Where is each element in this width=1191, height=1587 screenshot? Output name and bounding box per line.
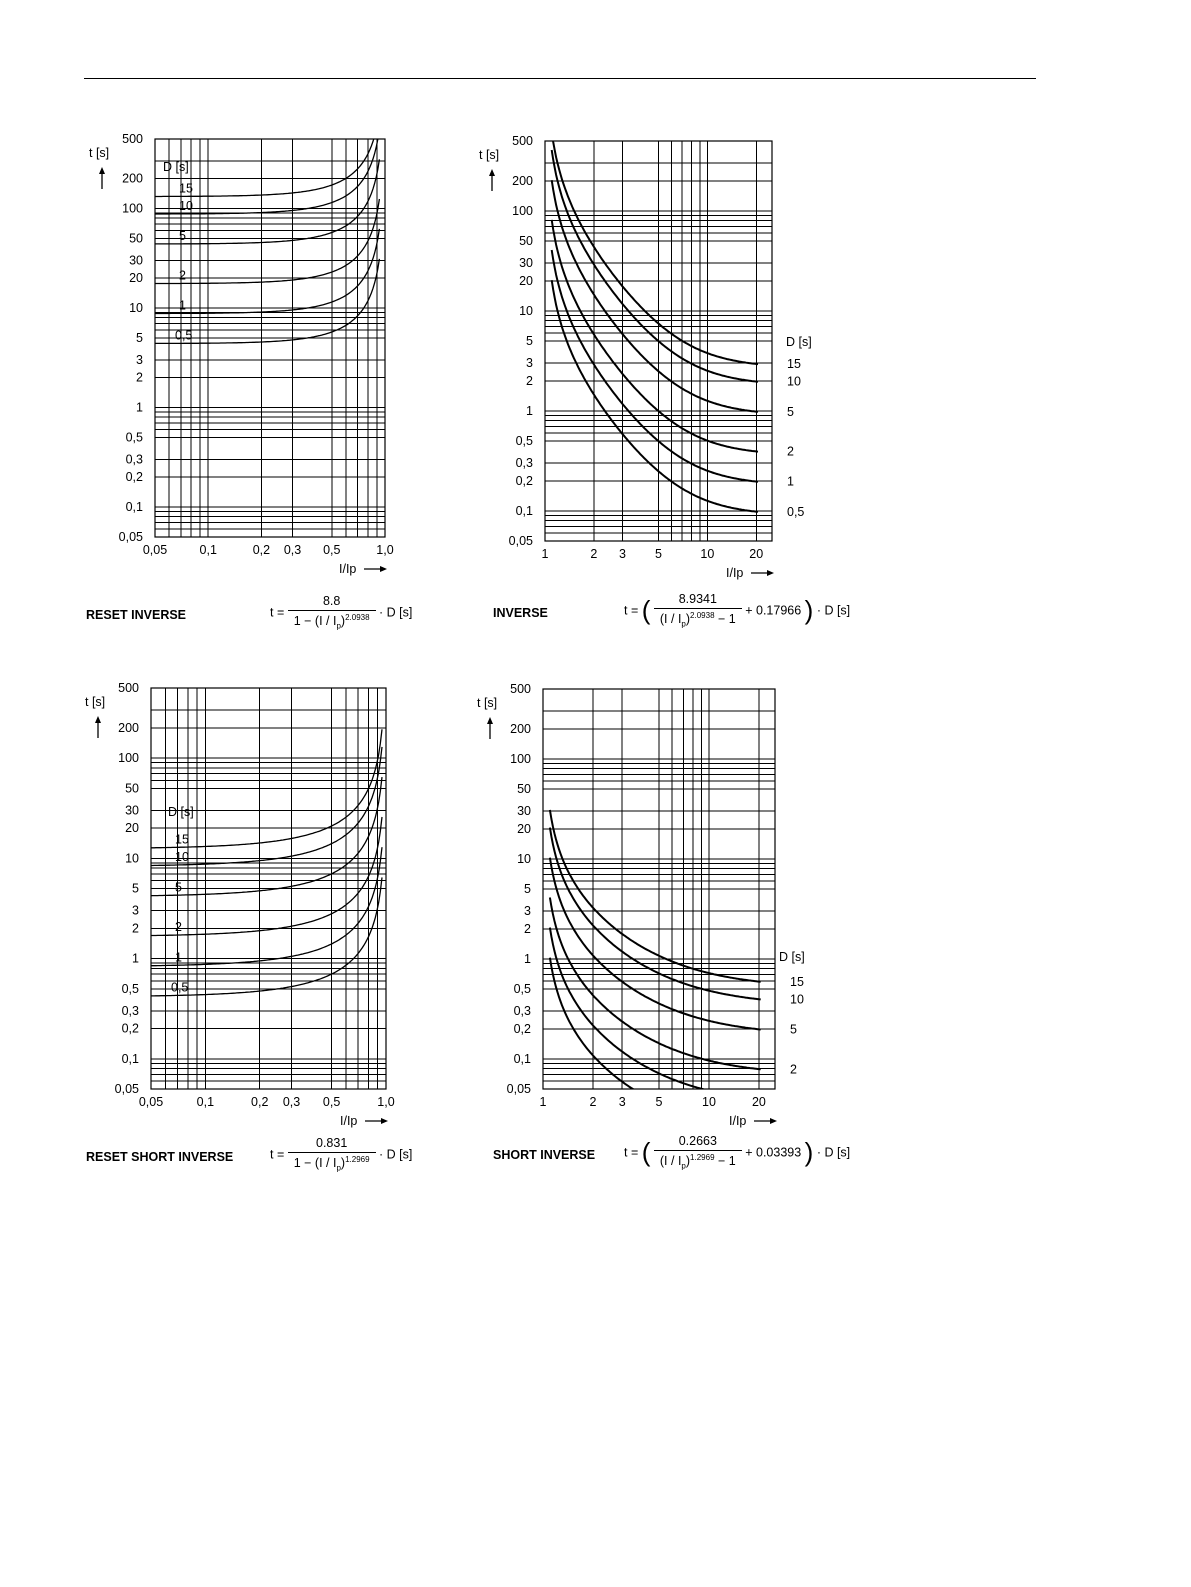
formula-short-inverse xyxy=(624,1134,850,1171)
y-tick-label: 30 xyxy=(125,803,139,818)
chart-title-reset-short-inverse: RESET SHORT INVERSE xyxy=(86,1150,234,1164)
y-tick-label: 0,1 xyxy=(515,503,533,518)
x-tick-label: 2 xyxy=(589,1095,597,1109)
x-tick-label: 3 xyxy=(618,547,626,561)
y-axis-arrow-head xyxy=(489,169,495,176)
formula-suffix: · D [s] xyxy=(816,603,851,618)
y-tick-label: 200 xyxy=(512,173,533,188)
y-tick-label: 0,5 xyxy=(125,430,143,445)
legend-title: D [s] xyxy=(168,805,194,819)
formula-reset-inverse xyxy=(270,594,412,631)
formula-numerator: 8.8 xyxy=(288,594,376,611)
curve-label-d-5: 5 xyxy=(179,228,186,243)
formula-den-close: ) xyxy=(685,612,691,627)
curve-label-d-10: 10 xyxy=(787,374,801,389)
y-axis-arrow-head xyxy=(99,167,105,174)
x-tick-label: 5 xyxy=(655,547,662,561)
y-tick-label: 30 xyxy=(519,256,533,271)
chart-3 xyxy=(477,682,805,1130)
formula-numerator: 0.831 xyxy=(288,1136,376,1153)
y-tick-label: 50 xyxy=(519,234,533,248)
y-tick-label: 0,5 xyxy=(513,982,531,996)
y-tick-label: 20 xyxy=(519,273,533,288)
curve-label-d-1: 1 xyxy=(787,474,794,489)
formula-prefix: t = xyxy=(624,603,639,618)
formula-den-main: 1 − (I / I xyxy=(293,1156,337,1171)
curve-label-d-0-5: 0,5 xyxy=(175,328,193,343)
y-tick-label: 30 xyxy=(517,804,531,819)
x-axis-arrow-head xyxy=(767,570,774,576)
x-tick-label: 0,05 xyxy=(142,543,168,557)
y-tick-label: 100 xyxy=(118,751,139,766)
curve-label-d-5: 5 xyxy=(175,880,182,895)
formula-prefix: t = xyxy=(624,1145,639,1160)
y-tick-label: 3 xyxy=(132,903,139,918)
formula-den-main: 1 − (I / I xyxy=(293,614,337,629)
curve-label-d-2: 2 xyxy=(790,1062,797,1077)
formula-denominator xyxy=(654,609,742,629)
legend-title: D [s] xyxy=(163,160,189,174)
formula-den-close: ) xyxy=(685,1154,691,1169)
y-tick-label: 50 xyxy=(517,782,531,796)
chart-grid xyxy=(151,688,386,1089)
y-tick-label: 10 xyxy=(517,851,531,866)
x-tick-label: 2 xyxy=(590,547,598,561)
y-tick-label: 20 xyxy=(129,271,143,286)
y-tick-label: 1 xyxy=(136,400,143,415)
y-tick-label: 0,3 xyxy=(125,452,143,467)
y-tick-label: 50 xyxy=(129,231,143,246)
formula-suffix: · D [s] xyxy=(816,1145,851,1160)
x-axis-label: I/Ip xyxy=(729,1114,747,1128)
chart-title-short-inverse: SHORT INVERSE xyxy=(493,1148,596,1162)
formula-denominator xyxy=(288,1153,376,1173)
formula-den-tail: − 1 xyxy=(718,612,736,627)
chart-1 xyxy=(479,132,812,580)
curve-d-2 xyxy=(552,220,758,452)
y-tick-label: 5 xyxy=(524,882,531,896)
y-axis-label: t [s] xyxy=(477,696,498,710)
curve-label-d-2: 2 xyxy=(787,444,794,459)
y-tick-label: 0,2 xyxy=(125,470,143,485)
y-axis-arrow-head xyxy=(95,716,101,723)
chart-title-reset-inverse: RESET INVERSE xyxy=(86,608,187,622)
x-tick-label: 20 xyxy=(749,547,764,561)
formula-constant: + 0.03393 xyxy=(745,1145,802,1160)
x-tick-label: 10 xyxy=(702,1095,716,1109)
formula-open-paren: ( xyxy=(641,1136,651,1167)
formula-fraction xyxy=(288,594,376,631)
y-tick-label: 30 xyxy=(129,253,143,268)
curve-d-2 xyxy=(550,898,761,1070)
x-axis-label: I/Ip xyxy=(339,562,357,576)
formula-exponent: 1.2969 xyxy=(345,1155,370,1164)
curve-label-d-2: 2 xyxy=(175,920,182,935)
y-tick-label: 3 xyxy=(524,904,531,919)
y-tick-label: 0,3 xyxy=(121,1003,139,1018)
y-tick-label: 0,2 xyxy=(121,1021,139,1036)
y-tick-label: 0,3 xyxy=(513,1004,531,1019)
x-tick-label: 0,2 xyxy=(251,1095,269,1109)
formula-close-paren: ) xyxy=(804,594,814,625)
formula-den-sub: p xyxy=(336,1163,341,1173)
formula-fraction xyxy=(288,1136,376,1173)
x-tick-label: 0,1 xyxy=(196,1095,215,1109)
formula-reset-short-inverse xyxy=(270,1136,412,1173)
y-tick-label: 50 xyxy=(125,781,139,796)
curve-label-d-5: 5 xyxy=(790,1022,797,1037)
y-tick-label: 2 xyxy=(136,370,143,385)
y-tick-label: 0,05 xyxy=(118,530,143,544)
x-tick-label: 0,3 xyxy=(283,543,302,557)
y-tick-label: 500 xyxy=(118,681,139,695)
formula-denominator xyxy=(654,1151,742,1171)
formula-exponent: 2.0938 xyxy=(345,613,370,622)
curve-label-d-10: 10 xyxy=(175,850,189,865)
x-tick-label: 0,5 xyxy=(323,543,341,557)
x-tick-label: 20 xyxy=(751,1095,766,1109)
chart-0 xyxy=(89,112,394,576)
formula-inverse xyxy=(624,592,850,629)
y-tick-label: 0,1 xyxy=(125,500,143,515)
formula-den-tail: − 1 xyxy=(718,1154,736,1169)
x-tick-label: 1,0 xyxy=(376,543,394,557)
formula-den-sub: p xyxy=(681,619,686,629)
curve-label-d-0-5: 0,5 xyxy=(787,504,805,519)
y-tick-label: 500 xyxy=(512,134,533,148)
x-tick-label: 1 xyxy=(539,1095,547,1109)
curve-label-d-5: 5 xyxy=(787,404,794,419)
x-axis-arrow-head xyxy=(770,1118,777,1124)
y-tick-label: 0,3 xyxy=(515,456,533,471)
y-axis-arrow-head xyxy=(487,717,493,724)
formula-den-sub: p xyxy=(336,621,341,631)
y-tick-label: 5 xyxy=(526,334,533,348)
y-tick-label: 0,05 xyxy=(506,1082,531,1096)
chart-2 xyxy=(85,681,395,1128)
formula-den-close: ) xyxy=(340,1156,346,1171)
x-axis-arrow-head xyxy=(380,566,387,572)
formula-fraction xyxy=(654,1134,742,1171)
formula-fraction xyxy=(654,592,742,629)
y-tick-label: 200 xyxy=(122,171,143,186)
x-tick-label: 0,2 xyxy=(252,543,271,557)
curve-d-5 xyxy=(550,858,761,1030)
formula-exponent: 2.0938 xyxy=(690,611,715,620)
x-tick-label: 1 xyxy=(541,547,549,561)
formula-den-main: (I / I xyxy=(659,612,682,627)
y-tick-label: 5 xyxy=(132,881,139,896)
y-tick-label: 0,2 xyxy=(513,1021,531,1036)
x-tick-label: 0,5 xyxy=(322,1095,341,1109)
y-tick-label: 10 xyxy=(519,303,533,318)
formula-open-paren: ( xyxy=(641,594,651,625)
y-axis-label: t [s] xyxy=(479,148,500,162)
curves xyxy=(552,132,758,511)
y-tick-label: 5 xyxy=(136,331,143,345)
y-tick-label: 10 xyxy=(129,301,143,316)
y-tick-label: 200 xyxy=(510,721,531,736)
y-tick-label: 0,5 xyxy=(515,434,533,448)
formula-numerator: 8.9341 xyxy=(654,592,742,609)
y-tick-label: 2 xyxy=(524,921,531,936)
x-tick-label: 1,0 xyxy=(377,1095,395,1109)
x-tick-label: 0,3 xyxy=(282,1095,301,1109)
curve-label-d-2: 2 xyxy=(179,268,186,283)
x-tick-label: 3 xyxy=(618,1095,626,1109)
formula-denominator xyxy=(288,611,376,631)
x-tick-label: 10 xyxy=(700,547,715,561)
formula-exponent: 1.2969 xyxy=(690,1153,715,1162)
curve-d-10 xyxy=(550,828,761,1000)
x-axis-label: I/Ip xyxy=(726,566,744,580)
y-tick-label: 0,2 xyxy=(515,473,533,488)
y-tick-label: 100 xyxy=(122,201,143,216)
y-tick-label: 0,05 xyxy=(508,534,533,548)
formula-numerator: 0.2663 xyxy=(654,1134,742,1151)
y-tick-label: 100 xyxy=(510,751,531,766)
curve-label-d-0-5: 0,5 xyxy=(171,980,189,995)
legend-title: D [s] xyxy=(779,950,805,964)
y-tick-label: 1 xyxy=(526,403,533,418)
y-tick-label: 1 xyxy=(132,951,139,966)
y-tick-label: 200 xyxy=(118,720,139,735)
formula-constant: + 0.17966 xyxy=(745,603,802,618)
y-tick-label: 20 xyxy=(125,821,139,836)
formula-den-main: (I / I xyxy=(659,1154,682,1169)
x-axis-label: I/Ip xyxy=(340,1114,358,1128)
curve-label-d-10: 10 xyxy=(179,198,193,213)
curve-label-d-15: 15 xyxy=(179,181,193,196)
y-tick-label: 2 xyxy=(132,921,139,936)
legend-title: D [s] xyxy=(786,335,812,349)
y-axis-label: t [s] xyxy=(89,146,110,160)
formula-prefix: t = xyxy=(270,1147,285,1162)
y-tick-label: 1 xyxy=(524,951,531,966)
y-tick-label: 0,5 xyxy=(121,981,139,996)
curve-label-d-15: 15 xyxy=(175,832,189,847)
formula-suffix: · D [s] xyxy=(379,605,413,620)
curve-label-d-15: 15 xyxy=(790,974,804,989)
y-axis-label: t [s] xyxy=(85,695,106,709)
x-tick-label: 0,05 xyxy=(138,1095,164,1109)
y-tick-label: 500 xyxy=(122,132,143,146)
x-tick-label: 5 xyxy=(655,1095,663,1109)
curve-d-15 xyxy=(550,810,761,982)
formula-den-sub: p xyxy=(681,1161,686,1171)
y-tick-label: 0,1 xyxy=(513,1051,531,1066)
x-axis-arrow-head xyxy=(381,1118,388,1124)
formula-suffix: · D [s] xyxy=(379,1147,413,1162)
curve-d-15 xyxy=(552,132,758,364)
y-tick-label: 500 xyxy=(510,682,531,696)
formula-close-paren: ) xyxy=(804,1136,814,1167)
y-tick-label: 10 xyxy=(125,851,139,866)
y-tick-label: 0,1 xyxy=(121,1051,139,1066)
x-tick-label: 0,1 xyxy=(199,543,217,557)
y-tick-label: 2 xyxy=(526,373,533,388)
curve-label-d-15: 15 xyxy=(787,357,801,372)
y-tick-label: 3 xyxy=(136,353,143,368)
y-tick-label: 0,05 xyxy=(114,1082,139,1096)
curve-label-d-10: 10 xyxy=(790,992,804,1007)
y-tick-label: 3 xyxy=(526,356,533,371)
chart-title-inverse: INVERSE xyxy=(493,606,548,620)
formula-prefix: t = xyxy=(270,605,285,620)
curve-label-d-1: 1 xyxy=(175,950,182,965)
y-tick-label: 20 xyxy=(517,821,531,836)
y-tick-label: 100 xyxy=(512,203,533,218)
curve-label-d-1: 1 xyxy=(179,298,186,313)
formula-den-close: ) xyxy=(340,614,346,629)
